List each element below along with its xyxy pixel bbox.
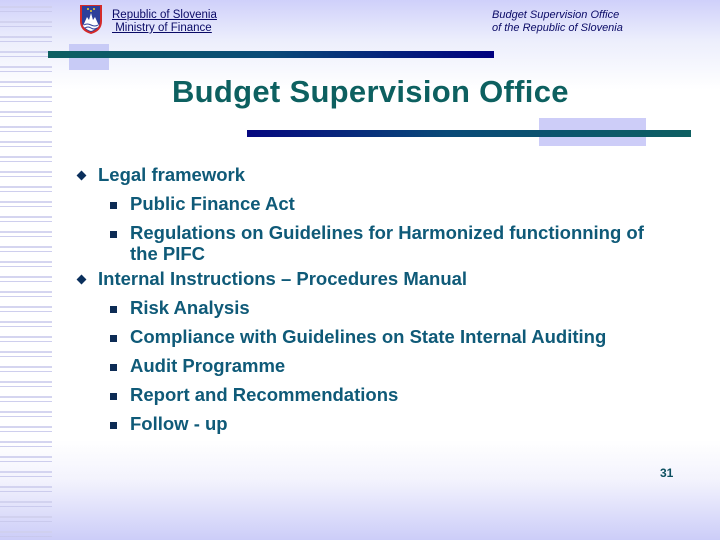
slide-title: Budget Supervision Office xyxy=(172,74,569,109)
bullet-legal-framework xyxy=(75,161,715,189)
square-bullet-icon xyxy=(110,393,117,400)
title-underline-bar xyxy=(247,130,691,137)
sub-bullet xyxy=(75,218,715,265)
bullet-text: Legal framework xyxy=(98,164,246,185)
page-number: 31 xyxy=(660,466,674,480)
header-ministry-label: Ministry of Finance xyxy=(112,22,212,34)
sub-bullet xyxy=(75,380,715,409)
slide-body xyxy=(75,161,715,438)
square-bullet-icon xyxy=(110,335,117,342)
sub-bullet xyxy=(75,189,715,218)
sub-bullet-text: Public Finance Act xyxy=(130,193,295,214)
square-bullet-icon xyxy=(110,422,117,429)
header-ministry xyxy=(112,9,217,35)
header-republic-label: Republic of Slovenia xyxy=(112,9,217,21)
coat-of-arms-icon xyxy=(78,3,104,35)
sub-bullet xyxy=(75,293,715,322)
header-office xyxy=(492,9,623,35)
sub-bullet-text: Compliance with Guidelines on State Internal Auditing xyxy=(130,326,607,347)
square-bullet-icon xyxy=(110,231,117,238)
square-bullet-icon xyxy=(110,306,117,313)
square-bullet-icon xyxy=(110,202,117,209)
header-office-sub-label: of the Republic of Slovenia xyxy=(492,22,623,34)
bullet-internal-instructions xyxy=(75,265,715,293)
sub-bullet xyxy=(75,322,715,351)
sub-bullet-text: Regulations on Guidelines for Harmonized functionning of xyxy=(130,222,644,243)
diamond-bullet-icon xyxy=(77,171,87,181)
diamond-bullet-icon xyxy=(77,275,87,285)
sub-bullet-continuation: the PIFC xyxy=(130,243,206,264)
sub-bullet-text: Risk Analysis xyxy=(130,297,250,318)
bullet-text: Internal Instructions – Procedures Manual xyxy=(98,268,468,289)
square-bullet-icon xyxy=(110,364,117,371)
header-office-label: Budget Supervision Office xyxy=(492,9,620,21)
header-divider-bar xyxy=(48,51,494,58)
sub-bullet-text: Audit Programme xyxy=(130,355,286,376)
decorative-stripes xyxy=(0,0,52,540)
sub-bullet xyxy=(75,409,715,438)
sub-bullet-text: Report and Recommendations xyxy=(130,384,399,405)
sub-bullet-text: Follow - up xyxy=(130,413,228,434)
sub-bullet xyxy=(75,351,715,380)
